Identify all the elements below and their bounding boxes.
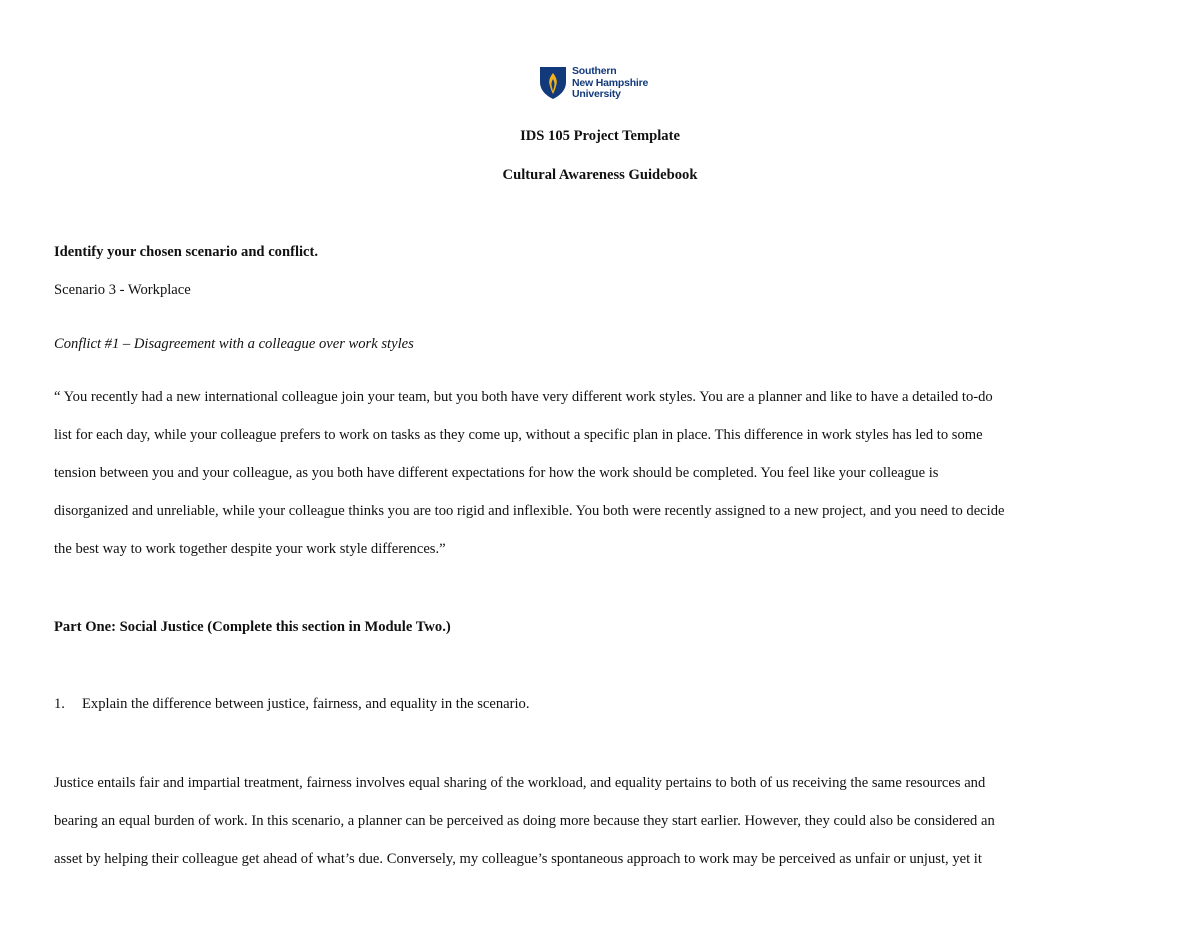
quote-line: “ You recently had a new international colleague join your team, but you both have very different work styles. You are a planner and like to have a detailed to-do — [54, 389, 993, 405]
quote-line: tension between you and your colleague, as you both have different expectations for how the work should be completed. You feel like your colleague is — [54, 465, 939, 481]
answer-line: bearing an equal burden of work. In this scenario, a planner can be perceived as doing more because they start earlier. However, they could also be considered an — [54, 813, 995, 829]
logo-line-2: New Hampshire — [572, 76, 649, 89]
quote-line: disorganized and unreliable, while your colleague thinks you are too rigid and inflexible. You both were recently assigned to a new project, and you need to decide — [54, 503, 1005, 519]
answer-line: asset by helping their colleague get ahead of what’s due. Conversely, my colleague’s spontaneous approach to work may be perceived as unfair or unjust, yet it — [54, 851, 982, 867]
question-number: 1. — [54, 696, 65, 712]
answer-line: Justice entails fair and impartial treatment, fairness involves equal sharing of the workload, and equality pertains to both of us receiving the same resources and — [54, 775, 986, 791]
part-one-heading: Part One: Social Justice (Complete this section in Module Two.) — [54, 619, 451, 635]
quote-line: list for each day, while your colleague prefers to work on tasks as they come up, without a specific plan in place. This difference in work styles has led to some — [54, 427, 983, 443]
question-text: Explain the difference between justice, fairness, and equality in the scenario. — [82, 696, 530, 712]
scenario-label: Scenario 3 - Workplace — [54, 282, 191, 298]
shield-flame-icon — [539, 66, 567, 100]
document-title: IDS 105 Project Template — [520, 128, 680, 144]
logo-line-3: University — [572, 88, 621, 100]
document-subtitle: Cultural Awareness Guidebook — [502, 167, 698, 183]
logo-wordmark — [572, 66, 648, 101]
quote-line: the best way to work together despite your work style differences.” — [54, 541, 446, 557]
question-item — [54, 695, 530, 713]
university-logo — [539, 66, 648, 101]
logo-line-1: Southern — [572, 65, 617, 77]
prompt-heading: Identify your chosen scenario and conflict. — [54, 244, 319, 260]
conflict-label: Conflict #1 – Disagreement with a colleague over work styles — [54, 336, 414, 352]
